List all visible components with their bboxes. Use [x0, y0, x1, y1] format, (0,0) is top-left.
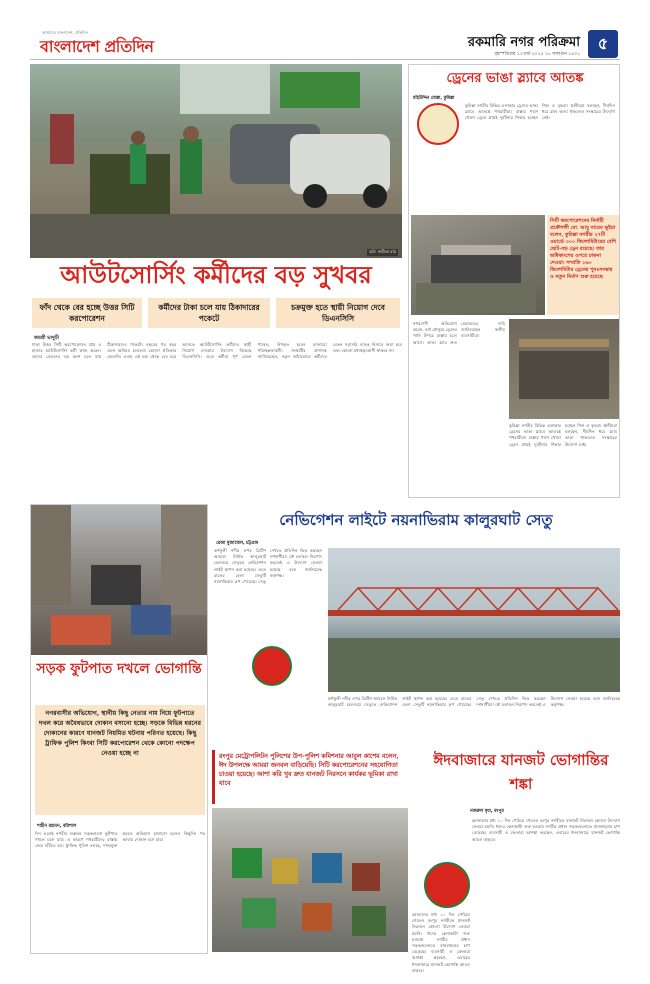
- footpath-headline: সড়ক ফুটপাত দখলে ভোগান্তি: [36, 661, 202, 677]
- street-illustration: [31, 505, 207, 655]
- drain-illustration-2: [509, 319, 619, 419]
- bridge-photo: [328, 548, 620, 692]
- bridge-body-2: কর্ণফুলী নদীর ওপর ব্রিটিশ আমলে নির্মিত কালুরঘাট রেলওয়ে সেতুতে নেভিগেশন লাইট স্থাপন করা হয়েছে। এতে রাতের বেলা সেতুটি নয়নাভিরাম রূপ পেয়েছে। সেতু দেখতে প্রতিদিন ভিড় করছেন দর্শনার্থীরা। নৌ চলাচল নিরাপদ করতেই এ উদ্যোগ নেওয়া হয়েছে বলে জানিয়েছে কর্তৃপক্ষ।: [328, 696, 620, 708]
- logo-tagline: আমাদের বাংলাদেশ, প্রতিদিন: [42, 30, 88, 35]
- lead-subhead-1: ফাঁদ থেকে বের হচ্ছে উত্তর সিটি করপোরেশন: [32, 298, 142, 328]
- drain-body-2: নগরবাসী অভিযোগ করেন, বর্ষা মৌসুমে ড্রেনের পানি উপচে রাস্তায় চলে আসে। ভাঙা স্ল্যাব দ্রুত মেরামতের দাবি জানিয়েছেন স্থানীয় ব্যবসায়ীরা।: [413, 321, 505, 345]
- bridge-byline: রেজা মুজাম্মেল, চট্টগ্রাম: [216, 541, 259, 546]
- jam-photo: [212, 808, 408, 952]
- drain-quote: সিটি করপোরেশনের নির্বাহী প্রকৌশলী মো. আবু নায়েম ভূইয়া বলেন, কুমিল্লা নগরীর ২৭টি ওয়ার্ডে ৩০০ কিলোমিটারের বেশি ছোট-বড় ড্রেন রয়েছে। তার অধিকাংশের ওপরে ঢাকনা দেওয়া। সম্প্রতি ১৬০ কিলোমিটার ড্রেনের পুনঃসংস্কার ও নতুন নির্মাণ শুরু হয়েছে: [547, 215, 619, 315]
- masthead: [30, 30, 620, 60]
- bridge-headline: নেভিগেশন লাইটে নয়নাভিরাম কালুরঘাট সেতু: [279, 511, 553, 529]
- lead-photo: [30, 64, 402, 258]
- traffic-illustration: [212, 808, 408, 952]
- page-number: ৫: [588, 30, 618, 58]
- dateline: বৃহস্পতিবার ১৩ মার্চ ২০২৫ ২৮ ফাল্গুন ১৪৩১: [494, 52, 580, 57]
- footpath-photo: [31, 505, 207, 655]
- lead-byline: জয়শ্রী ভাদুড়ী: [34, 336, 59, 341]
- photo-credit: ছবি: জয়ীতা রায়: [369, 249, 396, 254]
- drain-logo: [417, 103, 459, 145]
- drain-body: কুমিল্লা নগরীর বিভিন্ন এলাকার ড্রেনের ভাঙা স্ল্যাবে আতঙ্কে পথচারীরা। রাস্তার পাশে খোলা ড্রেনে প্রায়ই দুর্ঘটনার শিকার হচ্ছেন শিশু ও বৃদ্ধরা। স্থানীয়রা বলছেন, দীর্ঘদিন ধরে স্ল্যাব ভাঙা থাকলেও সংস্কারের উদ্যোগ নেই।: [465, 103, 615, 121]
- jam-byline: নজরুল মৃধা, রংপুর: [470, 809, 504, 814]
- drain-headline: ড্রেনের ভাঙা স্ল্যাবে আতঙ্ক: [446, 71, 584, 86]
- section-title: রকমারি নগর পরিক্রমা: [467, 35, 580, 50]
- drain-body-3: কুমিল্লা নগরীর বিভিন্ন এলাকার ড্রেনের ভাঙা স্ল্যাবে আতঙ্কে পথচারীরা। রাস্তার পাশে খোলা ড্রেনে প্রায়ই দুর্ঘটনার শিকার হচ্ছেন শিশু ও বৃদ্ধরা। স্থানীয়রা বলছেন, দীর্ঘদিন ধরে স্ল্যাব ভাঙা থাকলেও সংস্কারের উদ্যোগ নেই।: [509, 423, 617, 447]
- jam-section: [212, 748, 620, 973]
- drain-illustration: [411, 215, 545, 315]
- drain-photo-2: [509, 319, 619, 419]
- footpath-body: দিন এলেই নগরীর ব্যস্ততম সড়কগুলো ফুটপাত দখলে চলে যায়। এ কারণে পথচারীদের রাস্তায় নেমে হাঁটতে হয়। ট্রাফিক পুলিশ বলছে, দখলমুক্ত করতে অভিযান চালানো হলেও কিছুদিন পর আবার দোকান বসে যায়।: [35, 831, 205, 849]
- lead-subhead-3: চক্রমুক্ত হতে স্থায়ী নিয়োগ দেবে ডিএনসিসি: [276, 298, 400, 328]
- bridge-body: কর্ণফুলী নদীর ওপর ব্রিটিশ আমলে নির্মিত কালুরঘাট রেলওয়ে সেতুতে নেভিগেশন লাইট স্থাপন করা হয়েছে। এতে রাতের বেলা সেতুটি নয়নাভিরাম রূপ পেয়েছে। সেতু দেখতে প্রতিদিন ভিড় করছেন দর্শনার্থীরা। নৌ চলাচল নিরাপদ করতেই এ উদ্যোগ নেওয়া হয়েছে বলে জানিয়েছে কর্তৃপক্ষ।: [214, 548, 322, 585]
- jam-emblem: [424, 862, 470, 908]
- jam-body-2: রমজানের মধ্য ১০ দিন পেরিয়ে গেলেও রংপুর নগরীতে যানজট নিরসনে কোনো উদ্যোগ নেওয়া হয়নি। ঈদের কেনাকাটা শুরু হওয়ায় নগরীর প্রধান সড়কগুলোতে যানবাহনের চাপ বেড়েছে। ব্যবসায়ী ও ক্রেতারা আশঙ্কা করছেন, এবারের ঈদবাজারে যানজট ভোগান্তি আরও বাড়বে।: [412, 912, 470, 973]
- cleaners-illustration: [30, 64, 402, 258]
- bridge-illustration: [328, 548, 620, 692]
- lead-headline: আউটসোর্সিং কর্মীদের বড় সুখবর: [60, 260, 372, 289]
- drain-section: [408, 64, 620, 498]
- drain-photo: [411, 215, 545, 315]
- footpath-intro: নগরবাসীর অভিযোগ, স্থানীয় কিছু নেতার নাম নিয়ে ফুটপাতে দখল করে অবৈধভাবে দোকান বসানো হচ্ছে। সড়কে বিভিন্ন ধরনের দোকানের কারণে যানজট নিয়মিত ঘটনায় পরিণত হয়েছে। কিছু ট্রাফিক পুলিশ কিংবা সিটি করপোরেশন থেকে কোনো পদক্ষেপ নেওয়া হচ্ছে না: [35, 705, 205, 815]
- jam-quote: রংপুর মেট্রোপলিটন পুলিশের উপ-পুলিশ কমিশনার আবুল কাশেম বলেন, ঈদ উপলক্ষে আমরা জনবল বাড়িয়েছি। সিটি করপোরেশনের সহযোগিতা চাওয়া হয়েছে। আশা করি খুব দ্রুত যানজট নিরসনে কার্যকর ভূমিকা রাখা যাবে: [212, 750, 412, 804]
- drain-byline: মহিউদ্দিন মোল্লা, কুমিল্লা: [413, 96, 455, 101]
- footpath-byline: শাহীন রহমান, বরিশাল: [37, 824, 77, 829]
- bridge-emblem: [252, 646, 292, 686]
- lead-subhead-2: কর্মীদের টাকা চলে যায় ঠিকাদারের পকেটে: [148, 298, 270, 328]
- lead-body: ঢাকা উত্তর সিটি করপোরেশনে প্রায় ৫ হাজার আউটসোর্সিং কর্মী কাজ করেন। তাদের বেতনের বড় অংশ চলে যায় ঠিকাদারদের পকেটে। বছরের পর বছর এমন অনিয়ম চললেও কোনো প্রতিকার মেলেনি। এবার এই চক্র থেকে বের হয়ে আসতে আউটসোর্সিং কর্মীদের স্থায়ী নিয়োগ দেওয়ার উদ্যোগ নিয়েছে ডিএনসিসি। এতে কর্মীরা পূর্ণ বেতন পাবেন, উপকৃত হবেন হাজারো পরিচ্ছন্নতাকর্মী। সংস্থাটির প্রশাসক জানিয়েছেন, নতুন কাঠামোতে কর্মীদের বেতন সরাসরি ব্যাংক হিসাবে জমা হবে এবং কোনো মধ্যস্বত্বভোগী থাকবে না।: [32, 342, 402, 360]
- footpath-section: [30, 504, 208, 954]
- jam-body: রমজানের মধ্য ১০ দিন পেরিয়ে গেলেও রংপুর নগরীতে যানজট নিরসনে কোনো উদ্যোগ নেওয়া হয়নি। ঈদের কেনাকাটা শুরু হওয়ায় নগরীর প্রধান সড়কগুলোতে যানবাহনের চাপ বেড়েছে। ব্যবসায়ী ও ক্রেতারা আশঙ্কা করছেন, এবারের ঈদবাজারে যানজট ভোগান্তি আরও বাড়বে।: [472, 818, 620, 842]
- jam-headline: ঈদবাজারে যানজট ভোগান্তির শঙ্কা: [433, 751, 609, 793]
- newspaper-logo: বাংলাদেশ প্রতিদিন: [40, 37, 154, 56]
